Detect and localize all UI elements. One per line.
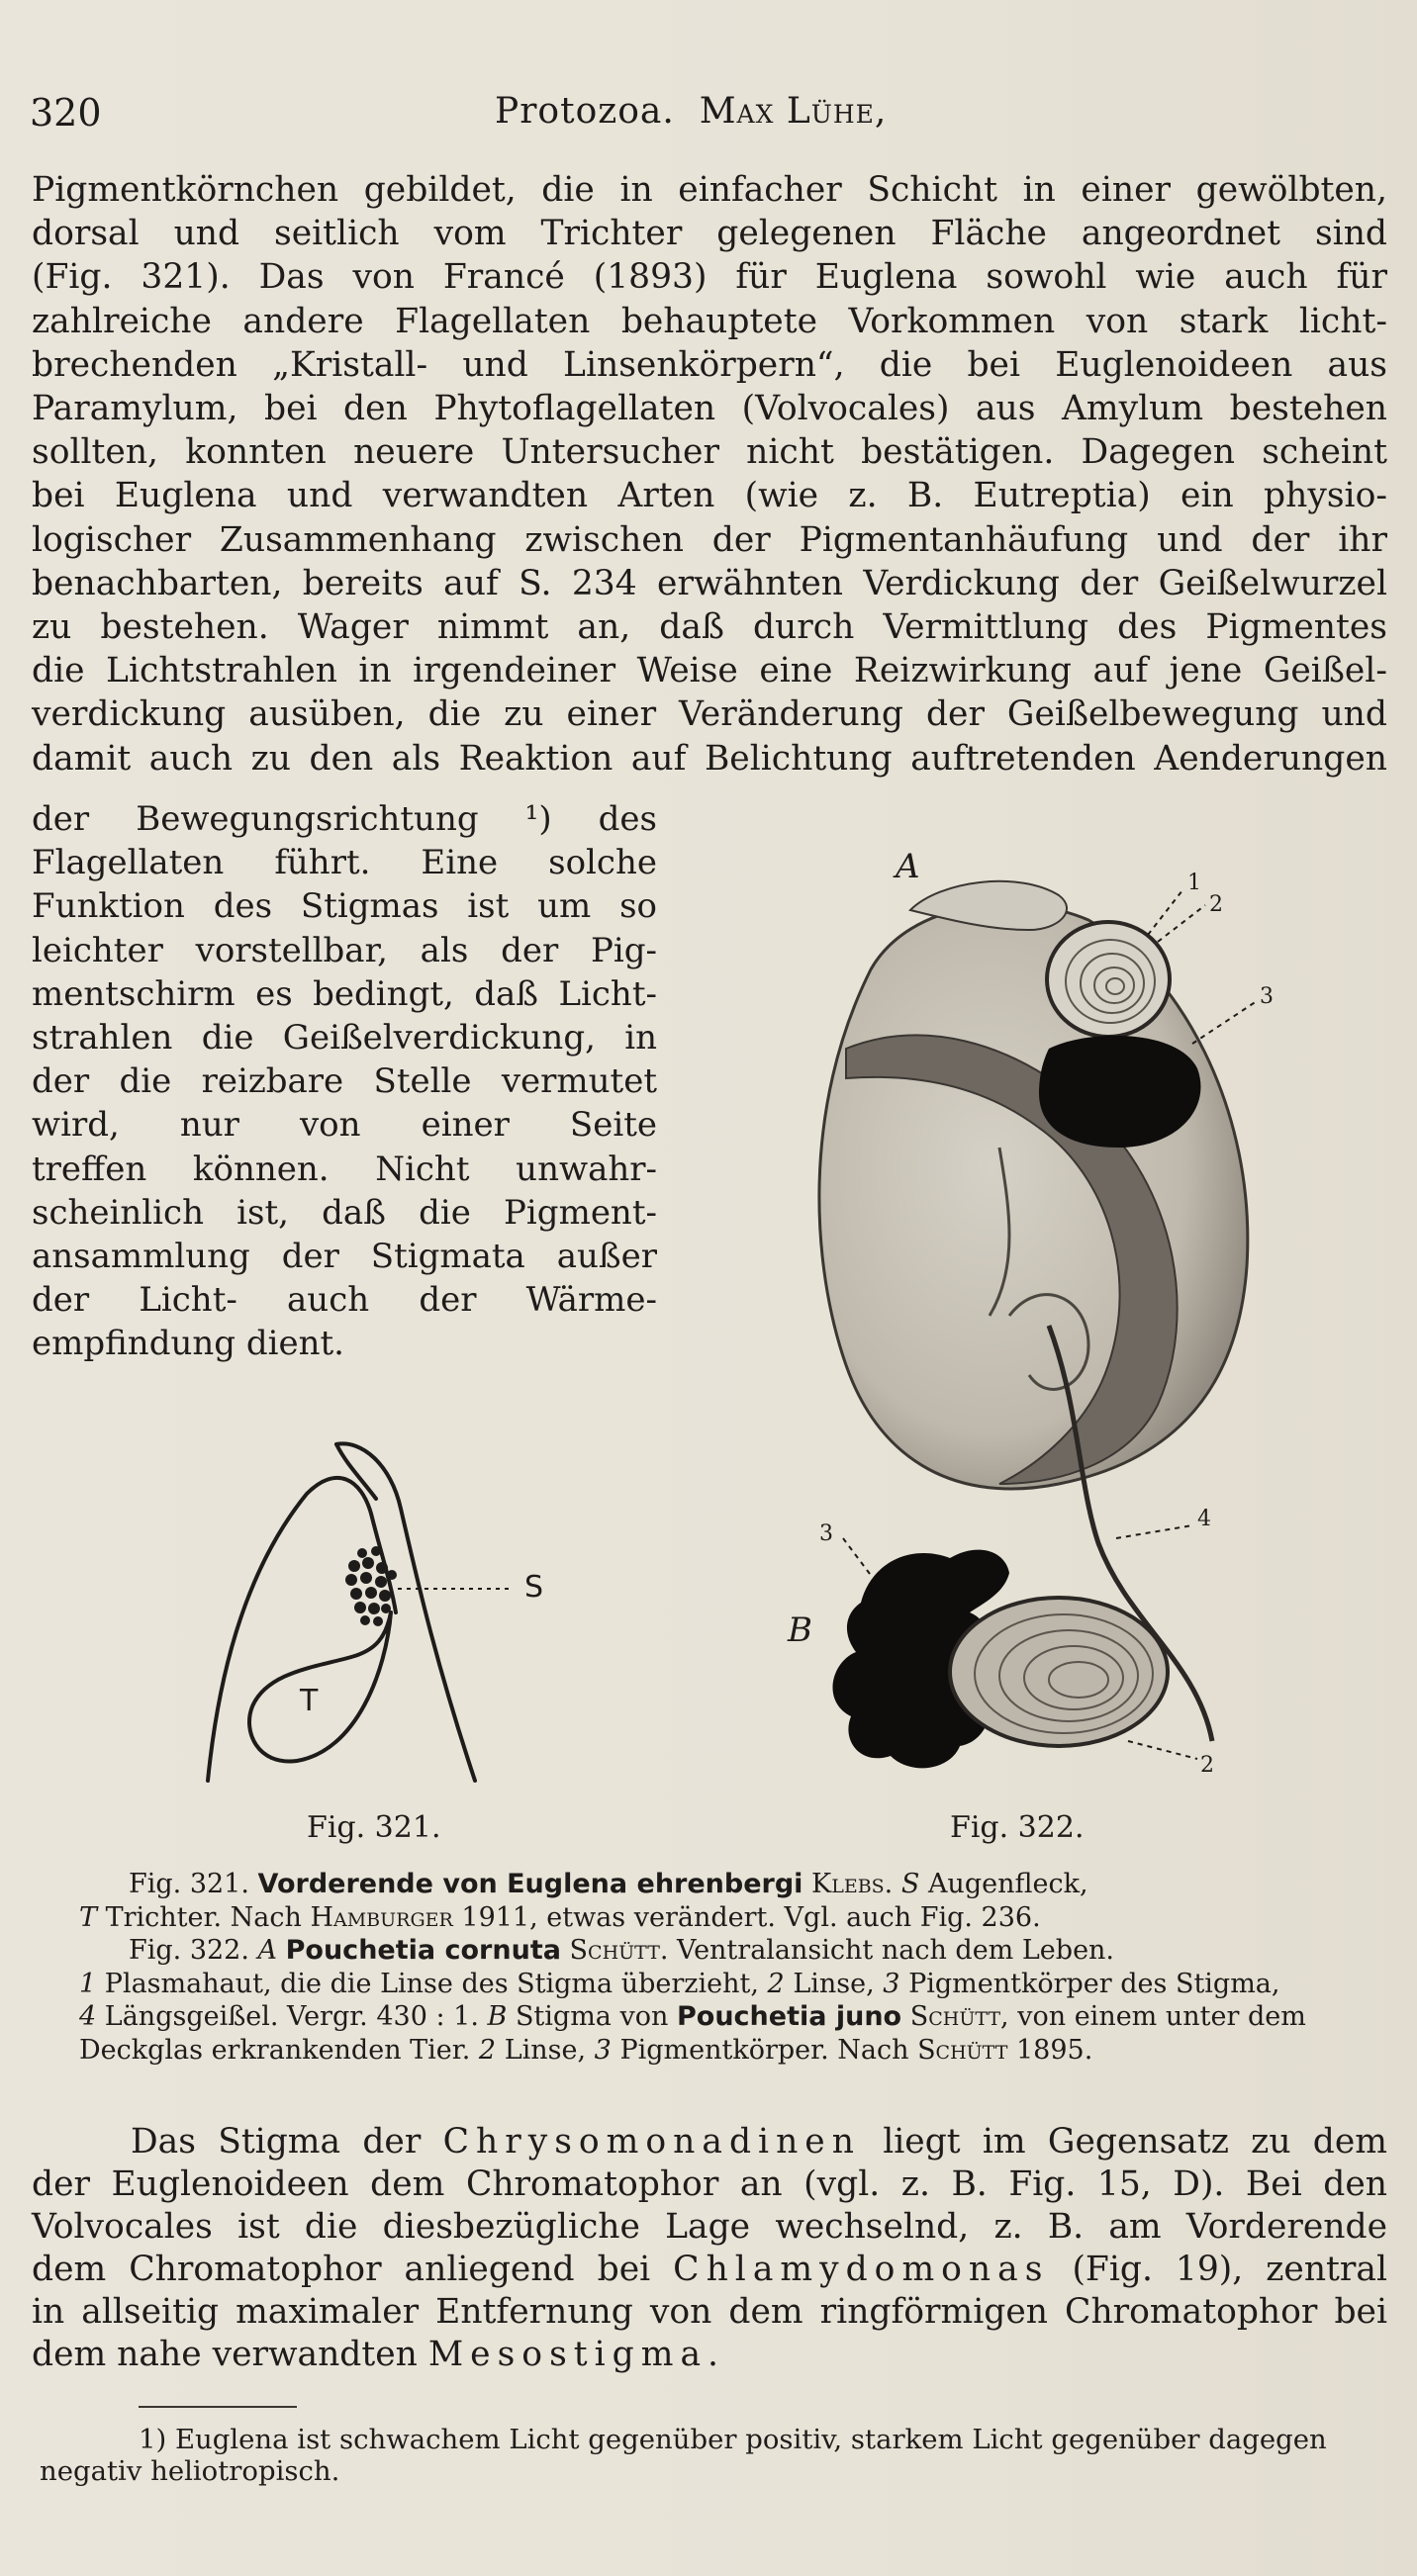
caption-322-text-5: Längsgeißel. Vergr. 430 : 1.	[104, 2001, 479, 2032]
label-s: S	[524, 1570, 544, 1605]
figure-321	[188, 1425, 564, 1845]
caption-321	[129, 1868, 1387, 1901]
body-line-14: damit auch zu den als Reaktion auf Belichtung auftretenden Aenderungen	[32, 738, 1387, 779]
caption-322-key-a: A	[257, 1935, 278, 1966]
body-line-1: Pigmentkörnchen gebildet, die in einfacher Schicht in einer gewölbten,	[32, 170, 1387, 210]
column-line-4: leichter vorstellbar, als der Pig-	[32, 930, 657, 970]
column-line-8: wird, nur von einer Seite	[32, 1105, 657, 1146]
bottom-line-4	[32, 2249, 1387, 2291]
caption-322-text: Ventralansicht nach dem Leben.	[677, 1935, 1115, 1966]
section-name: Protozoa.	[495, 91, 675, 132]
figure-captions	[79, 1868, 1387, 2067]
caption-322	[129, 1934, 1387, 1968]
footnote-line-1: 1) Euglena ist schwachem Licht gegenüber positiv, starkem Licht gegenüber dagegen	[139, 2424, 1327, 2455]
caption-322-key-b: B	[487, 2001, 508, 2032]
column-line-2: Flagellaten führt. Eine solche	[32, 843, 657, 883]
euglena-anterior-drawing	[188, 1425, 564, 1800]
bottom-line-2: der Euglenoideen dem Chromatophor an (vgl. z. B. Fig. 15, D). Bei den	[32, 2164, 1387, 2204]
fig322-label: Fig. 322.	[950, 1810, 1085, 1845]
term-mesostigma: Mesostigma.	[427, 2335, 726, 2374]
caption-322-n2: 2	[767, 1968, 785, 1999]
bottom-line-6a: dem nahe verwandten	[32, 2335, 418, 2374]
column-line-12: der Licht- auch der Wärme-	[32, 1280, 657, 1321]
caption-321-cont	[79, 1901, 1387, 1935]
reservoir-outline	[249, 1612, 391, 1761]
caption-322-source: Schütt	[917, 2034, 1008, 2066]
cell-body-a	[819, 904, 1248, 1489]
body-line-12: die Lichtstrahlen in irgendeiner Weise eine Reizwirkung auf jene Geißel-	[32, 651, 1387, 691]
body-line-11: zu bestehen. Wager nimmt an, daß durch Vermittlung des Pigmentes	[32, 607, 1387, 648]
caption-321-key-t: T	[79, 1901, 98, 1933]
caption-321-text: Augenfleck,	[927, 1869, 1088, 1899]
caption-321-author: Klebs.	[811, 1869, 894, 1899]
bottom-line-1a: Das Stigma der	[131, 2122, 422, 2162]
caption-321-label: Fig. 321.	[129, 1869, 249, 1899]
caption-321-source: Hamburger	[310, 1901, 453, 1933]
caption-322-n1: 1	[79, 1968, 97, 1999]
footnote	[40, 2424, 1385, 2487]
label-a-4: 4	[1197, 1507, 1211, 1531]
bottom-line-6	[32, 2334, 1387, 2376]
caption-322-text-8: Linse,	[504, 2034, 587, 2066]
column-line-13: empfindung dient.	[32, 1324, 344, 1364]
caption-322-year: 1895.	[1015, 2034, 1093, 2066]
column-line-3: Funktion des Stigmas ist um so	[32, 886, 657, 927]
caption-321-text-3: 1911, etwas verändert. Vgl. auch Fig. 236.	[461, 1901, 1041, 1933]
running-header	[30, 91, 1395, 140]
bottom-line-5: in allseitig maximaler Entfernung von dem ringförmigen Chromatophor bei	[32, 2292, 1387, 2332]
caption-322-n3: 3	[883, 1968, 900, 1999]
footnote-rule	[139, 2406, 297, 2408]
caption-322-species-b: Pouchetia juno	[676, 2001, 902, 2032]
label-a: A	[896, 847, 920, 886]
body-line-10: benachbarten, bereits auf S. 234 erwähnten Verdickung der Geißelwurzel	[32, 563, 1387, 603]
body-line-5: brechenden „Kristall- und Linsenkörpern“, die bei Euglenoideen aus	[32, 344, 1387, 385]
caption-322-n4: 4	[79, 2001, 97, 2032]
stigma-lens-b	[950, 1598, 1168, 1746]
label-a-2: 2	[1209, 892, 1223, 917]
caption-321-key-s: S	[900, 1869, 920, 1899]
body-text-top	[32, 168, 1387, 781]
body-line-2: dorsal und seitlich vom Trichter gelegenen Fläche angeordnet sind	[32, 214, 1387, 254]
body-line-9: logischer Zusammenhang zwischen der Pigmentanhäufung und der ihr	[32, 519, 1387, 560]
column-line-6: strahlen die Geißelverdickung, in	[32, 1018, 657, 1058]
outer-contour-left	[208, 1478, 396, 1781]
footnote-line-2: negativ heliotropisch.	[40, 2455, 340, 2487]
caption-322-text-2: Plasmahaut, die die Linse des Stigma überzieht,	[104, 1968, 759, 1999]
caption-322-nb3: 3	[594, 2034, 612, 2066]
column-line-1: der Bewegungsrichtung ¹) des	[32, 799, 657, 839]
column-line-9: treffen können. Nicht unwahr-	[32, 1149, 657, 1189]
caption-322-text-3: Linse,	[793, 1968, 875, 1999]
caption-322-title: Pouchetia cornuta	[285, 1935, 561, 1966]
term-chlamydomonas: Chlamydomonas	[673, 2250, 1050, 2289]
caption-322-label: Fig. 322.	[129, 1935, 249, 1966]
bottom-line-3: Volvocales ist die diesbezügliche Lage wechselnd, z. B. am Vorderende	[32, 2207, 1387, 2247]
running-title	[495, 91, 887, 132]
label-t: T	[300, 1684, 319, 1718]
body-line-4: zahlreiche andere Flagellaten behauptete Vorkommen von stark licht-	[32, 301, 1387, 341]
body-text-bottom	[32, 2121, 1387, 2376]
page-number: 320	[30, 91, 102, 135]
label-b: B	[788, 1610, 812, 1650]
caption-322-text-6: Stigma von	[515, 2001, 669, 2032]
body-line-8: bei Euglena und verwandten Arten (wie z. B. Eutreptia) ein physio-	[32, 476, 1387, 516]
bottom-line-1c: liegt im Gegensatz zu dem	[883, 2122, 1388, 2162]
body-text-left-column	[32, 797, 657, 1366]
caption-322-author: Schütt.	[569, 1935, 669, 1966]
column-line-7: der die reizbare Stelle vermutet	[32, 1061, 657, 1102]
body-line-13: verdickung ausüben, die zu einer Veränderung der Geißelbewegung und	[32, 694, 1387, 735]
column-line-10: scheinlich ist, daß die Pigment-	[32, 1192, 657, 1233]
label-a-3: 3	[1260, 984, 1274, 1009]
caption-322-text-7: von einem unter dem Deckglas erkrankenden Tier.	[79, 2001, 1306, 2066]
bottom-line-1	[32, 2121, 1387, 2163]
label-b-3: 3	[819, 1521, 833, 1546]
body-line-3: (Fig. 321). Das von Francé (1893) für Euglena sowohl wie auch für	[32, 257, 1387, 298]
author-name: Max Lühe,	[699, 91, 888, 132]
figure-322	[762, 847, 1276, 1845]
caption-322-nb2: 2	[478, 2034, 497, 2066]
caption-322-cont	[79, 1968, 1387, 2001]
caption-322-author-b: Schütt,	[909, 2001, 1009, 2032]
body-line-7: sollten, konnten neuere Untersucher nicht bestätigen. Dagegen scheint	[32, 432, 1387, 473]
term-chrysomonadinen: Chrysomonadinen	[442, 2122, 861, 2162]
caption-321-title: Vorderende von Euglena ehrenbergi	[257, 1869, 803, 1899]
fig321-label: Fig. 321.	[307, 1810, 441, 1845]
pouchetia-drawing	[762, 851, 1276, 1800]
caption-322-text-9: Pigmentkörper. Nach	[619, 2034, 909, 2066]
column-line-5: mentschirm es bedingt, daß Licht-	[32, 973, 657, 1014]
caption-321-text-2: Trichter. Nach	[105, 1901, 302, 1933]
label-b-2: 2	[1200, 1753, 1214, 1778]
caption-322-text-4: Pigmentkörper des Stigma,	[908, 1968, 1280, 1999]
column-line-11: ansammlung der Stigmata außer	[32, 1237, 657, 1277]
bottom-line-4c: (Fig. 19), zentral	[1072, 2250, 1388, 2289]
caption-322-cont-2	[79, 2000, 1387, 2067]
body-line-6: Paramylum, bei den Phytoflagellaten (Volvocales) aus Amylum bestehen	[32, 389, 1387, 429]
label-a-1: 1	[1187, 871, 1201, 895]
bottom-line-4a: dem Chromatophor anliegend bei	[32, 2250, 651, 2289]
